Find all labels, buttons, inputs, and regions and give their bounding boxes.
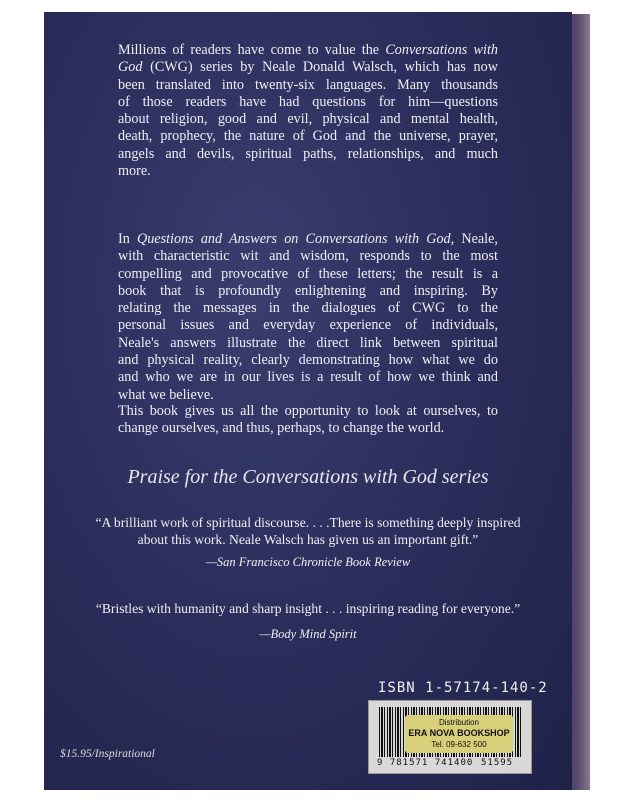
distributor-sticker: [405, 715, 513, 753]
text-segment: personal issues and everyday experience of individuals,: [118, 317, 498, 334]
text-segment: what we believe.: [118, 386, 214, 403]
text-line: [118, 231, 498, 248]
text-line: [118, 146, 498, 163]
praise-heading: Praise for the Conversations with God series: [127, 466, 489, 488]
barcode-digits: 9 781571 741400: [377, 758, 474, 768]
text-segment: In: [118, 231, 137, 247]
italic-title: Questions and Answers on Conversations with God: [136, 231, 451, 247]
quote-1-attribution: —San Francisco Chronicle Book Review: [205, 555, 411, 569]
text-segment: compelling and provocative of these letters; the result is a: [118, 265, 498, 282]
text-line: [118, 266, 498, 283]
text-segment: book that is profoundly enlightening and inspiring. By: [118, 282, 498, 299]
text-line: [118, 387, 498, 404]
sticker-line: ERA NOVA BOOKSHOP: [408, 728, 510, 738]
barcode: [368, 700, 532, 774]
text-segment: Millions of readers have come to value the: [118, 42, 386, 58]
text-segment: (CWG) series by Neale Donald Walsch, which has now: [142, 59, 498, 76]
quote-2: [64, 600, 552, 617]
text-line: [118, 59, 498, 76]
book-back-cover: [44, 12, 572, 790]
blurb-paragraph-1: [118, 42, 498, 180]
quote-line: “A brilliant work of spiritual discourse. . . .There is something deeply inspired: [95, 515, 521, 530]
blurb-paragraph-2: [118, 231, 498, 404]
isbn: ISBN 1-57174-140-2: [378, 680, 548, 696]
text-segment: and who we are in our lives is a result of how we think and: [118, 369, 498, 386]
text-segment: been translated into twenty-six languages. Many thousands: [118, 76, 498, 93]
text-line: [118, 163, 498, 180]
text-line: [118, 369, 498, 386]
text-segment: , Neale,: [450, 231, 498, 247]
text-line: [118, 352, 498, 369]
text-line: [118, 111, 498, 128]
text-segment: with characteristic wit and wisdom, responds to the most: [118, 248, 498, 265]
text-segment: about religion, good and evil, physical and mental health,: [118, 111, 498, 128]
blurb-paragraph-3: [118, 403, 498, 438]
text-line: [118, 42, 498, 59]
italic-title: Conversations with: [385, 42, 498, 58]
text-segment: angels and devils, spiritual paths, relationships, and much: [118, 145, 498, 162]
sticker-line: Tel. 09-632 500: [431, 740, 487, 749]
barcode-addon-digits: 51595: [481, 758, 514, 768]
text-segment: more.: [118, 163, 151, 180]
text-segment: and physical reality, clearly demonstrating how what we do: [118, 352, 498, 369]
text-line: [118, 94, 498, 111]
text-line: [118, 403, 498, 420]
text-segment: change ourselves, and thus, perhaps, to change the world.: [118, 420, 445, 437]
text-segment: This book gives us all the opportunity to look at ourselves, to: [118, 403, 498, 419]
quote-1: [64, 514, 552, 548]
quote-2-attribution: —Body Mind Spirit: [259, 627, 357, 641]
text-segment: of those readers have had questions for him—questions: [118, 93, 498, 110]
text-line: [118, 77, 498, 94]
text-line: [118, 283, 498, 300]
text-line: [118, 420, 498, 437]
text-line: [118, 300, 498, 317]
quote-line: “Bristles with humanity and sharp insight . . . inspiring reading for everyone.”: [95, 601, 521, 616]
text-line: [118, 128, 498, 145]
quote-line: about this work. Neale Walsch has given us an important gift.”: [137, 532, 479, 547]
text-segment: death, prophecy, the nature of God and the universe, prayer,: [118, 128, 498, 145]
text-line: [118, 248, 498, 265]
price-category: $15.95/Inspirational: [60, 748, 155, 760]
text-line: [118, 335, 498, 352]
text-segment: Neale's answers illustrate the direct link between spiritual: [118, 334, 498, 351]
text-segment: relating the messages in the dialogues of CWG to the: [118, 300, 498, 317]
italic-title: God: [118, 59, 143, 76]
text-line: [118, 317, 498, 334]
sticker-line: Distribution: [438, 718, 479, 727]
